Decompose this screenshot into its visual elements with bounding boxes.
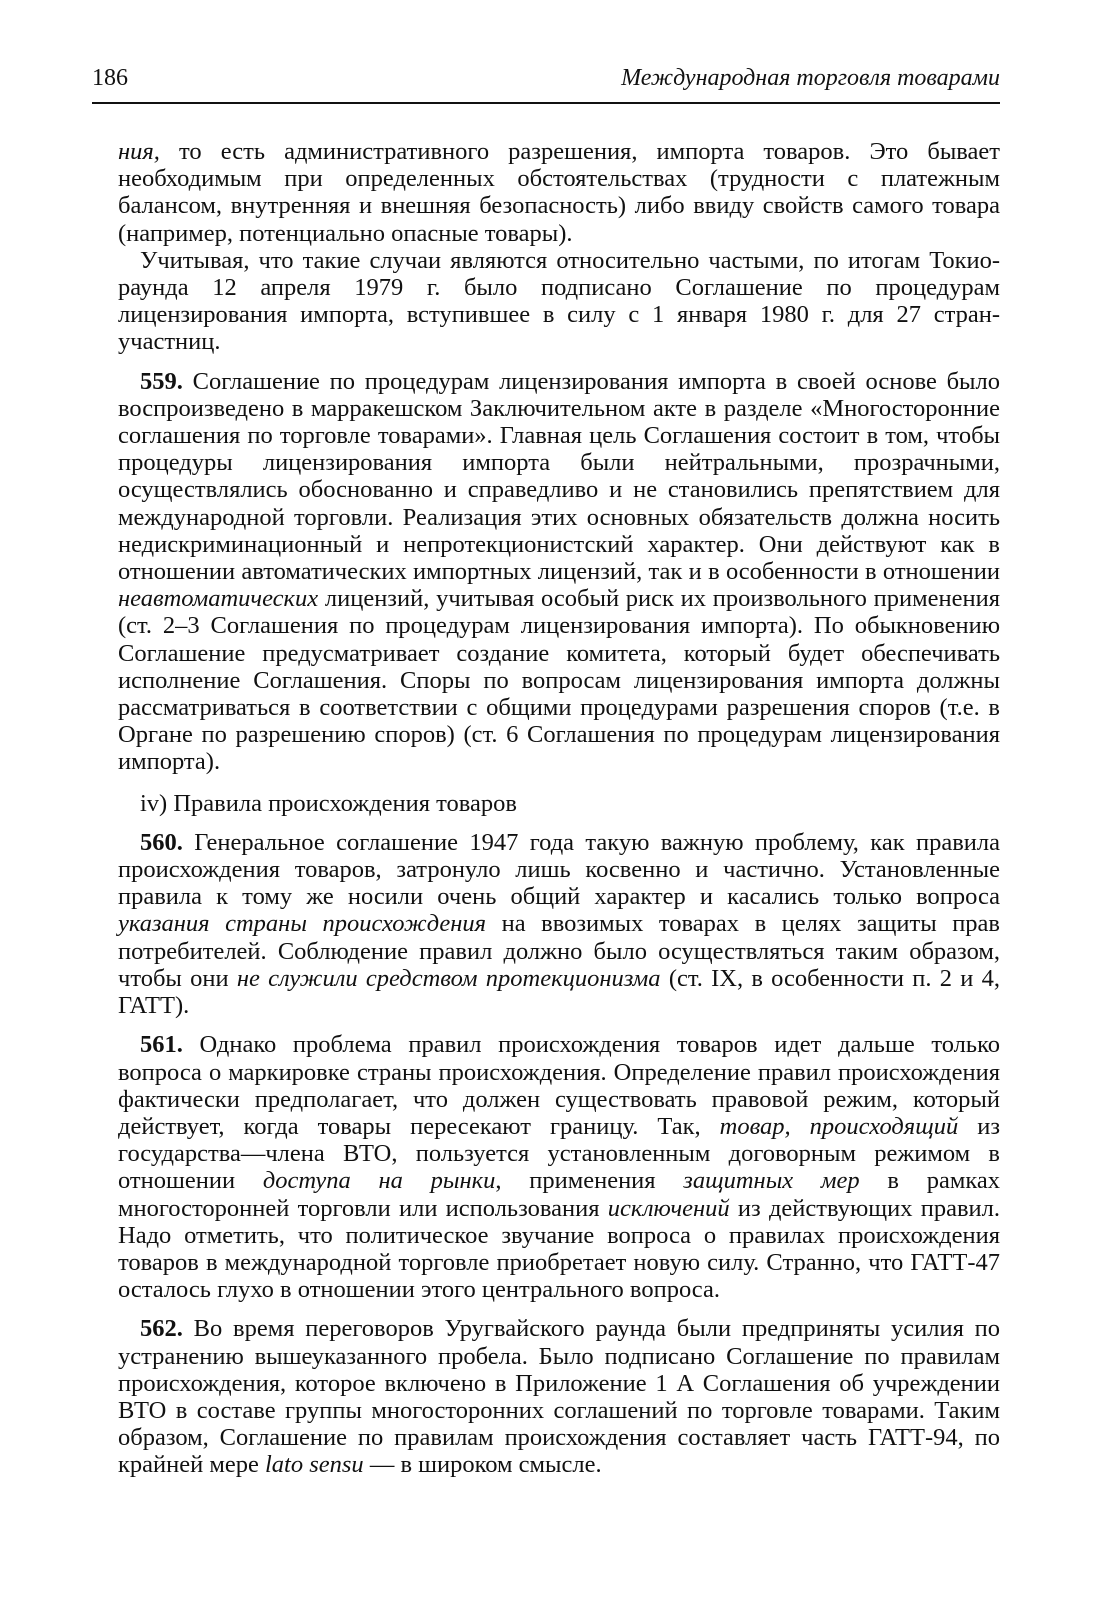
text-fragment: в рамках многосторонней торговли или использования — [118, 1167, 1000, 1222]
paragraph-562 — [118, 1315, 1000, 1478]
italic-fragment: защитных мер — [683, 1167, 860, 1195]
page-number: 186 — [92, 65, 128, 91]
section-subheading: iv) Правила происхождения товаров — [140, 789, 517, 817]
text-fragment: на ввозимых товарах в целях защиты прав потребителей. Соблюдение правил должно было осуществляться таким образом, чтобы они — [118, 910, 1000, 992]
italic-fragment: исключений — [607, 1194, 730, 1222]
italic-fragment: не служили средством протекционизма — [236, 964, 661, 992]
italic-fragment: указания страны происхождения — [118, 910, 487, 938]
text-fragment: Соглашение по процедурам лицензирования импорта в своей основе было воспроизведено в марракешском Заключительном акте в разделе «Многосторонние соглашения по торговле товарами». Главная цель Соглашения состоит в том, чтобы процедуры лицензирования импорта были нейтральными, прозрачными, осуществлялись обоснованно и справедливо и не становились препятствием для международной торговли. Реализация этих основных обязательств должна носить недискриминационный и непротекционистский характер. Они действуют как в отношении автоматических импортных лицензий, так и в особенности в отношении — [118, 367, 1000, 586]
text-fragment: Учитывая, что такие случаи являются относительно частыми, по итогам Токио-раунда 12 апреля 1979 г. было подписано Соглашение по процедурам лицензирования импорта, вступившее в силу с 1 января 1980 г. для 27 стран-участниц. — [118, 246, 1000, 356]
paragraph-tokyo-round — [118, 247, 1000, 356]
text-fragment: из государства—члена ВТО, пользуется установленным договорным режимом в отношении — [118, 1112, 1000, 1195]
paragraph-number: 562. — [140, 1315, 183, 1343]
italic-fragment: товар, происходящий — [719, 1112, 959, 1140]
text-fragment: лицензий, учитывая особый риск их произвольного применения (ст. 2–3 Соглашения по процедурам лицензирования импорта). По обыкновению Соглашение предусматривает создание комитета, который будет обеспечивать исполнение Соглашения. Споры по вопросам лицензирования импорта должны рассматриваться в соответствии с общими процедурами разрешения споров (т.е. в Органе по разрешению споров) (ст. 6 Соглашения по процедурам лицензирования импорта). — [118, 585, 1000, 776]
italic-fragment: неавтоматических — [118, 585, 319, 613]
paragraph-559 — [118, 368, 1000, 776]
italic-fragment: lato sensu — [265, 1451, 364, 1479]
paragraph-560 — [118, 829, 1000, 1019]
text-fragment: из действующих правил. Надо отметить, что политическое звучание вопроса о правилах происхождения товаров в международной торговле приобретает новую силу. Странно, что ГАТТ-47 осталось глухо в отношении этого центрального вопроса. — [118, 1194, 1000, 1304]
body-text — [118, 138, 1000, 1479]
paragraph-number: 559. — [140, 367, 183, 395]
text-fragment: , применения — [495, 1167, 684, 1195]
running-title: Международная торговля товарами — [621, 65, 1000, 91]
italic-fragment: доступа на рынки — [262, 1167, 496, 1195]
page-header — [92, 62, 1000, 104]
paragraph-number: 560. — [140, 828, 183, 856]
paragraph-561 — [118, 1031, 1000, 1303]
text-fragment: Однако проблема правил происхождения товаров идет дальше только вопроса о маркировке страны происхождения. Определение правил происхождения фактически предполагает, что должен существовать правовой режим, который действует, когда товары пересекают границу. Так, — [118, 1031, 1000, 1140]
italic-fragment: ния, — [118, 138, 160, 165]
paragraph-number: 561. — [140, 1031, 183, 1059]
text-fragment: то есть административного разрешения, импорта товаров. Это бывает необходимым при определенных обстоятельствах (трудности с платежным балансом, внутренняя и внешняя безопасность) либо ввиду свойств самого товара (например, потенциально опасные товары). — [118, 138, 1000, 247]
paragraph-continuation — [118, 138, 1000, 247]
text-fragment: — в широком смысле. — [363, 1451, 602, 1479]
text-fragment: (ст. IX, в особенности п. 2 и 4, ГАТТ). — [118, 964, 1000, 1020]
text-fragment: Генеральное соглашение 1947 года такую важную проблему, как правила происхождения товаров, затронуло лишь косвенно и частично. Установленные правила к тому же носили очень общий характер и касались только вопроса — [118, 828, 1000, 911]
text-fragment: Во время переговоров Уругвайского раунда были предприняты усилия по устранению вышеуказанного пробела. Было подписано Соглашение по правилам происхождения, которое включено в Приложение 1 А Соглашения об учреждении ВТО в составе группы многосторонних соглашений по торговле товарами. Таким образом, Соглашение по правилам происхождения составляет часть ГАТТ-94, по крайней мере — [118, 1315, 1000, 1479]
